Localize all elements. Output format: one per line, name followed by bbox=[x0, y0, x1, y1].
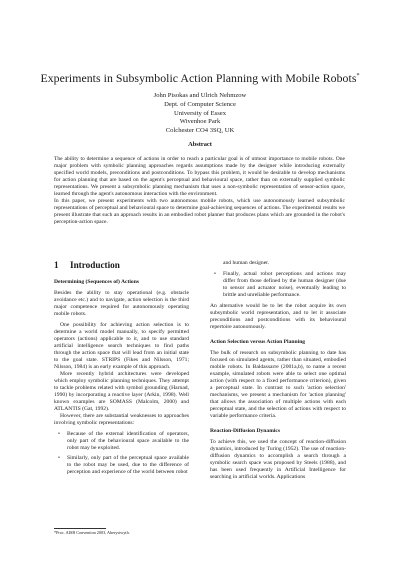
paragraph: Besides the ability to stay operational (e.g. obstacle avoidance etc.) and to navigate, action selection is the third major competence required for autonomously operating mobile robots. bbox=[54, 290, 189, 317]
footnote: *Proc. AISB Convention 2003, Aberystwyth. bbox=[54, 530, 130, 535]
abstract-paragraph: In this paper, we present experiments with two autonomous mobile robots, which use autonomously learned subsymbolic representations of perceptual and behavioural space to determine goal-achieving sequences of actions. The experimental results we present illustrate that such an approach results in an embodied robot planner that produces plans which are grounded in the robot's perception-action space. bbox=[54, 197, 345, 225]
abstract-heading: Abstract bbox=[188, 141, 212, 148]
paragraph: To achieve this, we used the concept of reaction-diffusion dynamics, introduced by Turing (1952). The use of reaction-diffusion dynamics to accomplish a search through a symbolic search space was proposed by Steels (1988), and has been used frequently in Artificial Intelligence for searching in artificial worlds. Applications bbox=[210, 439, 346, 480]
abstract-paragraph: The ability to determine a sequence of actions in order to reach a particular goal is of utmost importance to mobile robots. One major problem with symbolic planning approaches regards assumptions made by the designer while introducing externally specified world models, preconditions and postconditions. To bypass this problem, it would be desirable to develop mechanisms for action planning that are based on the agent's perceptual and behavioural space, rather than on externally supplied symbolic representations. We present a subsymbolic planning mechanism that uses a non-symbolic representation of sensor-action space, learned through the agent's autonomous interaction with the environment. bbox=[54, 156, 345, 197]
paragraph: One possibility for achieving action selection is to determine a world model manually, to specify permitted operators (actions) applicable to it, and to use standard artificial intelligence search techniques to find paths through the action space that will lead from an initial state to the goal state. STRIPS (Fikes and Nilsson, 1971; Nilsson, 1984) is an early example of this approach. bbox=[54, 322, 189, 370]
bullet-item: • Finally, actual robot perceptions and actions may differ from those defined by the human designer (due to sensor and actuator noise), eventually leading to brittle and unreliable performance. bbox=[223, 271, 346, 299]
author-block bbox=[0, 92, 400, 136]
bullet-list bbox=[54, 431, 189, 476]
footnote-rule bbox=[54, 528, 106, 529]
left-column bbox=[54, 260, 189, 480]
paragraph: An alternative would be to let the robot acquire its own subsymbolic world representation, and to let it associate preconditions and postconditions with its behavioural repertoire autonomously. bbox=[210, 303, 346, 330]
bullet-item: • Similarly, only part of the perceptual space available to the robot may be used, due to the difference of perception and experience of the world between robot bbox=[67, 455, 189, 476]
title-text: Experiments in Subsymbolic Action Planning with Mobile Robots bbox=[40, 71, 357, 85]
paper-title bbox=[0, 71, 400, 86]
affiliation-line: University of Essex bbox=[173, 109, 226, 117]
section-heading bbox=[54, 260, 189, 271]
paragraph: However, there are substantial weaknesses to approaches involving symbolic representations: bbox=[54, 413, 189, 426]
bullet-list bbox=[210, 271, 346, 299]
title-footnote-mark: * bbox=[356, 73, 360, 80]
affiliation-line: Wivenhoe Park bbox=[179, 118, 221, 126]
subsection-heading: Reaction-Diffusion Dynamics bbox=[210, 428, 281, 434]
right-column bbox=[210, 260, 346, 485]
abstract bbox=[54, 156, 345, 226]
section-number: 1 bbox=[54, 260, 59, 270]
bullet-item: • Because of the external identification of operators, only part of the behavioural space available to the robot may be exploited. bbox=[67, 431, 189, 452]
continued-text: and human designer. bbox=[223, 260, 270, 266]
paragraph: The bulk of research on subsymbolic planning to date has focused on simulated agents, rather than situated, embodied mobile robots. In Baldassarre (2001a,b), to name a recent example, simulated robots were able to select one optimal action (with respect to a fixed performance criterion), given a perceptual state. In contrast to such 'action selection' mechanisms, we present a mechanism for 'action planning' that allows the association of multiple actions with each perceptual state, and the selection of actions with respect to variable performance criteria. bbox=[210, 350, 346, 419]
subsection-heading: Determining (Sequences of) Actions bbox=[54, 279, 139, 285]
affiliation-line: Colchester CO4 3SQ, UK bbox=[165, 127, 235, 135]
paragraph: More recently hybrid architectures were developed which employ symbolic planning techniques. They attempt to tackle problems related with symbol grounding (Harnad, 1990) by incorporating a reactive layer (Arkin, 1998). Well known examples are SOMASS (Malcolm, 2000) and ATLANTIS (Gat, 1992). bbox=[54, 371, 189, 412]
subsection-heading: Action Selection versus Action Planning bbox=[210, 339, 306, 345]
authors: John Pisokas and Ulrich Nehmzow bbox=[153, 92, 247, 99]
section-title: Introduction bbox=[70, 260, 120, 270]
affiliation-line: Dept. of Computer Science bbox=[164, 100, 236, 108]
